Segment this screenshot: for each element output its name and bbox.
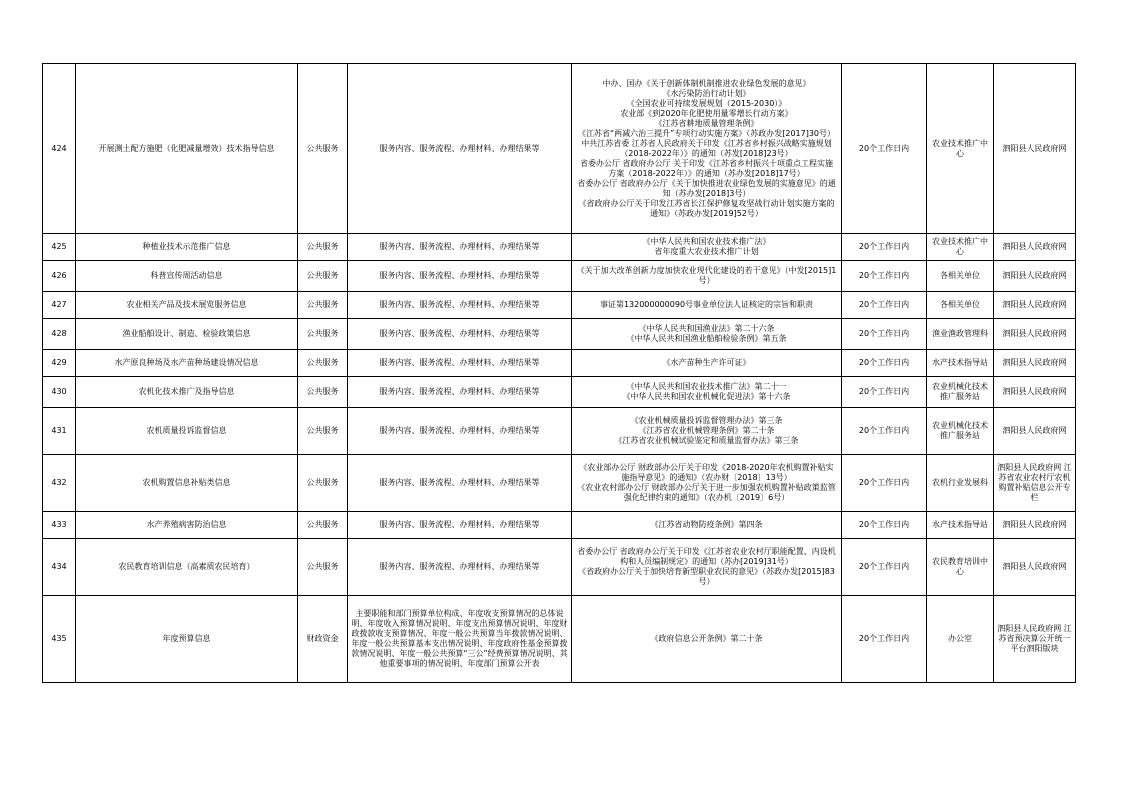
item-name: 年度预算信息 xyxy=(76,596,298,683)
disclosure-content: 服务内容、服务流程、办理材料、办理结果等 xyxy=(348,350,572,377)
row-number: 424 xyxy=(43,64,76,234)
responsible-dept: 农机行业发展科 xyxy=(927,455,994,512)
basis-line: 省委办公厅 省政府办公厅 关于印发《江苏省乡村振兴十项重点工程实施方案（2018-2022年）》的通知（苏办发[2018]17号） xyxy=(579,158,834,178)
category: 财政资金 xyxy=(298,596,348,683)
row-number: 425 xyxy=(43,234,76,261)
category: 公共服务 xyxy=(298,512,348,539)
disclosure-content: 主要职能和部门预算单位构成、年度收支预算情况的总体说明、年度收入预算情况说明、年度支出预算情况说明、年度财政拨款收支预算情况、年度一般公共预算当年拨款情况说明、年度一般公共预算基本支出情况说明、年度政府性基金预算拨款情况说明、年度一般公共预算“三公”经费预算情况说明、其他重要事项的情况说明、年度部门预算公开表 xyxy=(348,596,572,683)
time-limit: 20个工作日内 xyxy=(842,408,927,455)
responsible-dept: 农业技术推广中心 xyxy=(927,64,994,234)
item-name: 农机购置信息补贴类信息 xyxy=(76,455,298,512)
disclosure-channel: 泗阳县人民政府网 xyxy=(994,350,1076,377)
item-name: 水产养殖病害防治信息 xyxy=(76,512,298,539)
category: 公共服务 xyxy=(298,261,348,292)
table-row xyxy=(43,596,1076,683)
disclosure-channel: 泗阳县人民政府网 xyxy=(994,539,1076,596)
category: 公共服务 xyxy=(298,234,348,261)
disclosure-content: 服务内容、服务流程、办理材料、办理结果等 xyxy=(348,292,572,319)
responsible-dept: 办公室 xyxy=(927,596,994,683)
basis-line: 《水产苗种生产许可证》 xyxy=(662,358,751,367)
time-limit: 20个工作日内 xyxy=(842,261,927,292)
disclosure-channel: 泗阳县人民政府网 xyxy=(994,64,1076,234)
time-limit: 20个工作日内 xyxy=(842,234,927,261)
item-name: 农机质量投诉监督信息 xyxy=(76,408,298,455)
time-limit: 20个工作日内 xyxy=(842,350,927,377)
responsible-dept: 农业技术推广中心 xyxy=(927,234,994,261)
disclosure-channel: 泗阳县人民政府网 xyxy=(994,234,1076,261)
time-limit: 20个工作日内 xyxy=(842,319,927,350)
disclosure-content: 服务内容、服务流程、办理材料、办理结果等 xyxy=(348,455,572,512)
basis-line: 《江苏省农业机械试验鉴定和质量监督办法》第三条 xyxy=(614,436,799,445)
disclosure-channel: 泗阳县人民政府网 江苏省农业农村厅农机购置补贴信息公开专栏 xyxy=(994,455,1076,512)
basis-line: 《关于加大改革创新力度加快农业现代化建设的若干意见》（中发[2015]1号） xyxy=(576,266,837,285)
legal-basis xyxy=(572,261,842,292)
table-row xyxy=(43,377,1076,408)
row-number: 432 xyxy=(43,455,76,512)
legal-basis xyxy=(572,377,842,408)
responsible-dept: 农民教育培训中心 xyxy=(927,539,994,596)
responsible-dept: 各相关单位 xyxy=(927,261,994,292)
basis-line: 省委办公厅 省政府办公厅关于印发《江苏省农业农村厅职能配置、内设机构和人员编制规定》的通知（苏办[2019]31号） xyxy=(577,547,836,566)
basis-line: 《水污染防治行动计划》 xyxy=(662,88,751,98)
table-row xyxy=(43,234,1076,261)
disclosure-channel: 泗阳县人民政府网 xyxy=(994,408,1076,455)
legal-basis xyxy=(572,292,842,319)
disclosure-content: 服务内容、服务流程、办理材料、办理结果等 xyxy=(348,512,572,539)
table-row xyxy=(43,455,1076,512)
category: 公共服务 xyxy=(298,319,348,350)
legal-basis xyxy=(572,350,842,377)
basis-line: 《江苏省耕地质量管理条例》 xyxy=(654,118,759,128)
basis-line: 《全国农业可持续发展规划（2015-2030）》 xyxy=(626,98,787,108)
category: 公共服务 xyxy=(298,377,348,408)
disclosure-content: 服务内容、服务流程、办理材料、办理结果等 xyxy=(348,319,572,350)
row-number: 430 xyxy=(43,377,76,408)
basis-line: 《农业部办公厅 财政部办公厅关于印发《2018-2020年农机购置补贴实施指导意见》的通知》（农办财〔2018〕13号） xyxy=(579,463,834,482)
basis-line: 《江苏省农业机械管理条例》第二十条 xyxy=(638,426,775,435)
item-name: 渔业船舶设计、制造、检验政策信息 xyxy=(76,319,298,350)
legal-basis xyxy=(572,64,842,234)
basis-line: 《省政府办公厅关于印发江苏省长江保护修复攻坚战行动计划实施方案的通知》（苏政办发[2019]52号） xyxy=(578,198,835,218)
table-row xyxy=(43,408,1076,455)
basis-line: 《中华人民共和国渔业法》第二十六条 xyxy=(638,324,775,333)
legal-basis xyxy=(572,455,842,512)
table-body xyxy=(43,64,1076,683)
row-number: 433 xyxy=(43,512,76,539)
item-name: 水产原良种场及水产苗种场建设情况信息 xyxy=(76,350,298,377)
table-row xyxy=(43,350,1076,377)
row-number: 434 xyxy=(43,539,76,596)
basis-line: 省年度重大农业技术推广计划 xyxy=(654,247,759,256)
table-row xyxy=(43,64,1076,234)
table-row xyxy=(43,512,1076,539)
category: 公共服务 xyxy=(298,408,348,455)
time-limit: 20个工作日内 xyxy=(842,539,927,596)
disclosure-content: 服务内容、服务流程、办理材料、办理结果等 xyxy=(348,234,572,261)
item-name: 科普宣传周活动信息 xyxy=(76,261,298,292)
basis-line: 《江苏省动物防疫条例》第四条 xyxy=(650,520,763,529)
table-row xyxy=(43,292,1076,319)
responsible-dept: 农业机械化技术推广服务站 xyxy=(927,377,994,408)
basis-line: 中办、国办《关于创新体制机制推进农业绿色发展的意见》 xyxy=(602,78,811,88)
category: 公共服务 xyxy=(298,350,348,377)
time-limit: 20个工作日内 xyxy=(842,596,927,683)
legal-basis xyxy=(572,234,842,261)
responsible-dept: 各相关单位 xyxy=(927,292,994,319)
item-name: 开展测土配方施肥（化肥减量增效）技术指导信息 xyxy=(76,64,298,234)
disclosure-channel: 泗阳县人民政府网 xyxy=(994,292,1076,319)
row-number: 427 xyxy=(43,292,76,319)
category: 公共服务 xyxy=(298,64,348,234)
basis-line: 中共江苏省委 江苏省人民政府关于印发《江苏省乡村振兴战略实施规划（2018-2022年）》的通知（苏发[2018]23号） xyxy=(581,138,832,158)
legal-basis xyxy=(572,408,842,455)
disclosure-content: 服务内容、服务流程、办理材料、办理结果等 xyxy=(348,377,572,408)
time-limit: 20个工作日内 xyxy=(842,292,927,319)
time-limit: 20个工作日内 xyxy=(842,512,927,539)
item-name: 农民教育培训信息（高素质农民培育） xyxy=(76,539,298,596)
disclosure-table xyxy=(42,63,1076,683)
basis-line: 《农业农村部办公厅 财政部办公厅关于进一步加强农机购置补贴政策监管强化纪律约束的通知》（农办机〔2019〕6号） xyxy=(577,483,836,502)
disclosure-content: 服务内容、服务流程、办理材料、办理结果等 xyxy=(348,539,572,596)
category: 公共服务 xyxy=(298,455,348,512)
row-number: 435 xyxy=(43,596,76,683)
responsible-dept: 水产技术指导站 xyxy=(927,512,994,539)
time-limit: 20个工作日内 xyxy=(842,455,927,512)
disclosure-channel: 泗阳县人民政府网 xyxy=(994,261,1076,292)
disclosure-content: 服务内容、服务流程、办理材料、办理结果等 xyxy=(348,261,572,292)
basis-line: 《中华人民共和国农业机械化促进法》第十六条 xyxy=(622,392,791,401)
basis-line: 《政府信息公开条例》第二十条 xyxy=(650,634,763,643)
basis-line: 《省政府办公厅关于加快培育新型职业农民的意见》（苏政办发[2015]83号） xyxy=(578,567,835,586)
basis-line: 《中华人民共和国农业技术推广法》 xyxy=(642,237,771,246)
disclosure-channel: 泗阳县人民政府网 xyxy=(994,377,1076,408)
responsible-dept: 水产技术指导站 xyxy=(927,350,994,377)
item-name: 农业相关产品及技术展览服务信息 xyxy=(76,292,298,319)
legal-basis xyxy=(572,512,842,539)
disclosure-content: 服务内容、服务流程、办理材料、办理结果等 xyxy=(348,64,572,234)
basis-line: 《江苏省“两减六治三提升”专项行动实施方案》（苏政办发[2017]30号） xyxy=(577,128,836,138)
disclosure-content: 服务内容、服务流程、办理材料、办理结果等 xyxy=(348,408,572,455)
legal-basis xyxy=(572,539,842,596)
legal-basis xyxy=(572,596,842,683)
table-row xyxy=(43,539,1076,596)
basis-line: 省委办公厅 省政府办公厅《关于加快推进农业绿色发展的实施意见》的通知（苏办发[2018]3号） xyxy=(577,178,836,198)
table-row xyxy=(43,319,1076,350)
category: 公共服务 xyxy=(298,292,348,319)
time-limit: 20个工作日内 xyxy=(842,377,927,408)
disclosure-channel: 泗阳县人民政府网 江苏省预决算公开统一平台泗阳版块 xyxy=(994,596,1076,683)
basis-line: 事证第132000000090号事业单位法人证核定的宗旨和职责 xyxy=(599,300,814,309)
legal-basis xyxy=(572,319,842,350)
row-number: 428 xyxy=(43,319,76,350)
item-name: 种植业技术示范推广信息 xyxy=(76,234,298,261)
basis-line: 农业部《到2020年化肥使用量零增长行动方案》 xyxy=(620,108,793,118)
responsible-dept: 农业机械化技术推广服务站 xyxy=(927,408,994,455)
item-name: 农机化技术推广及指导信息 xyxy=(76,377,298,408)
row-number: 426 xyxy=(43,261,76,292)
category: 公共服务 xyxy=(298,539,348,596)
row-number: 431 xyxy=(43,408,76,455)
basis-line: 《中华人民共和国渔业船舶检验条例》第五条 xyxy=(626,334,787,343)
basis-line: 《农业机械质量投诉监督管理办法》第三条 xyxy=(630,416,783,425)
table-row xyxy=(43,261,1076,292)
disclosure-channel: 泗阳县人民政府网 xyxy=(994,512,1076,539)
time-limit: 20个工作日内 xyxy=(842,64,927,234)
responsible-dept: 渔业渔政管理科 xyxy=(927,319,994,350)
basis-line: 《中华人民共和国农业技术推广法》第二十一 xyxy=(626,382,787,391)
disclosure-channel: 泗阳县人民政府网 xyxy=(994,319,1076,350)
row-number: 429 xyxy=(43,350,76,377)
